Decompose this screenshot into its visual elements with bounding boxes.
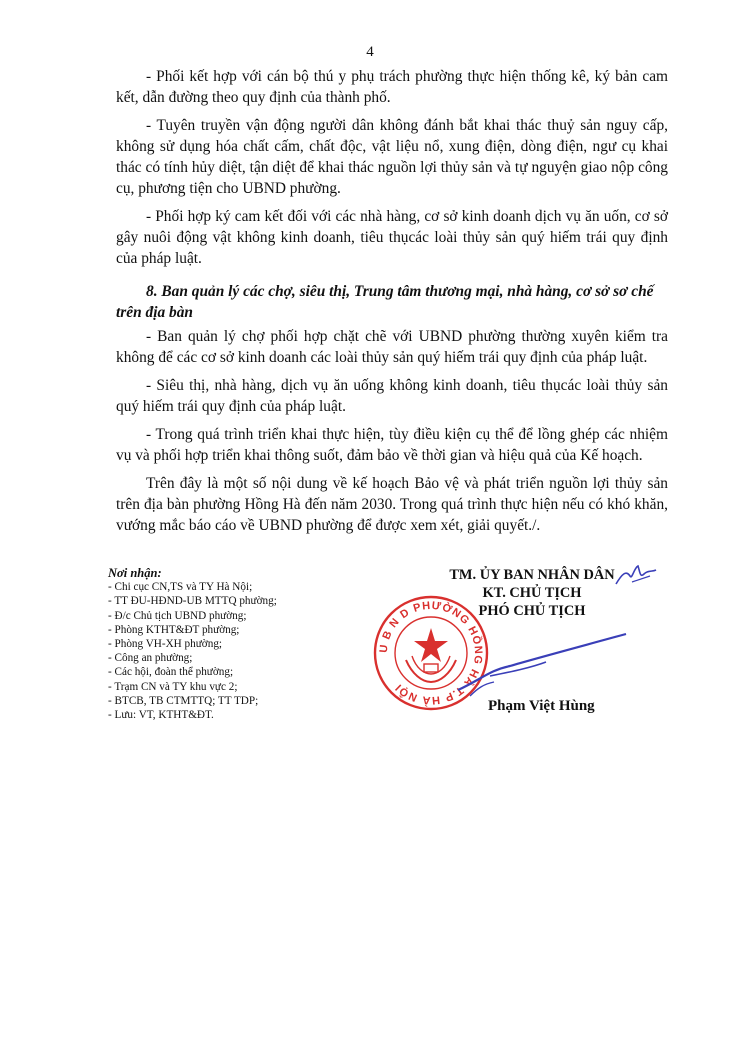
recipient-item: - Lưu: VT, KTHT&ĐT. bbox=[108, 709, 214, 722]
paragraph: - Siêu thị, nhà hàng, dịch vụ ăn uống không kinh doanh, tiêu thụcác loài thủy sản quý hiếm trái quy định của pháp luật. bbox=[116, 377, 668, 415]
recipient-item: - Chi cục CN,TS và TY Hà Nội; bbox=[108, 581, 253, 594]
recipient-item: - Phòng VH-XH phường; bbox=[108, 638, 223, 651]
recipients-title: Nơi nhận: bbox=[108, 566, 162, 580]
initial-flourish-icon bbox=[614, 562, 658, 588]
recipients-list bbox=[108, 580, 277, 722]
recipient-item: - Trạm CN và TY khu vực 2; bbox=[108, 680, 238, 693]
paragraph: - Phối kết hợp với cán bộ thú y phụ trách phường thực hiện thống kê, ký bản cam kết, dẫn đường theo quy định của thành phố. bbox=[116, 68, 668, 106]
recipient-item: - TT ĐU-HĐND-UB MTTQ phường; bbox=[108, 595, 277, 608]
recipient-item: - BTCB, TB CTMTTQ; TT TDP; bbox=[108, 694, 259, 707]
closing-paragraph: Trên đây là một số nội dung về kế hoạch Bảo vệ và phát triển nguồn lợi thủy sản trên địa bàn phường Hồng Hà đến năm 2030. Trong quá trình thực hiện nếu có khó khăn, vướng mắc báo cáo về UBND phường để được xem xét, giải quyết./. bbox=[116, 475, 668, 534]
signature-line-1: TM. ỦY BAN NHÂN DÂN bbox=[449, 567, 615, 583]
document-body bbox=[116, 66, 668, 543]
recipient-item: - Đ/c Chủ tịch UBND phường; bbox=[108, 609, 247, 622]
signature-line-2: KT. CHỦ TỊCH bbox=[482, 585, 582, 601]
paragraph: - Phối hợp ký cam kết đối với các nhà hàng, cơ sở kinh doanh dịch vụ ăn uốn, cơ sở gây nuôi động vật không kinh doanh, tiêu thụcác loài thủy sản quý hiếm trái quy định của pháp luật. bbox=[116, 208, 668, 267]
seal-text: U B N D PHƯỜNG HỒNG HÀ T.P HÀ NỘI bbox=[377, 599, 485, 707]
signer-name: Phạm Việt Hùng bbox=[488, 698, 595, 714]
recipient-item: - Các hội, đoàn thể phường; bbox=[108, 666, 234, 679]
recipient-item: - Công an phường; bbox=[108, 652, 193, 665]
recipient-item: - Phòng KTHT&ĐT phường; bbox=[108, 623, 240, 636]
page-number: 4 bbox=[366, 44, 374, 60]
signature-line-3: PHÓ CHỦ TỊCH bbox=[478, 603, 586, 619]
section-heading: 8. Ban quản lý các chợ, siêu thị, Trung tâm thương mại, nhà hàng, cơ sở sơ chế trên địa bàn bbox=[116, 283, 654, 321]
handwritten-signature-icon bbox=[450, 630, 630, 700]
paragraph: - Ban quản lý chợ phối hợp chặt chẽ với UBND phường thường xuyên kiểm tra không để các cơ sở kinh doanh các loài thủy sản quý hiếm trái quy định của pháp luật. bbox=[116, 328, 668, 366]
recipients-block bbox=[108, 566, 277, 722]
paragraph: - Trong quá trình triển khai thực hiện, tùy điều kiện cụ thể để lồng ghép các nhiệm vụ và phối hợp triển khai thông suốt, đảm bảo về thời gian và hiệu quả của Kế hoạch. bbox=[116, 426, 668, 464]
paragraph: - Tuyên truyền vận động người dân không đánh bắt khai thác thuỷ sản nguy cấp, không sử dụng hóa chất cấm, chất độc, vật liệu nổ, xung điện, dòng điện, ngư cụ khai thác có tính hủy diệt, tận diệt để khai thác nguồn lợi thủy sản và tự nguyện giao nộp công cụ, phương tiện cho UBND phường. bbox=[116, 117, 668, 197]
